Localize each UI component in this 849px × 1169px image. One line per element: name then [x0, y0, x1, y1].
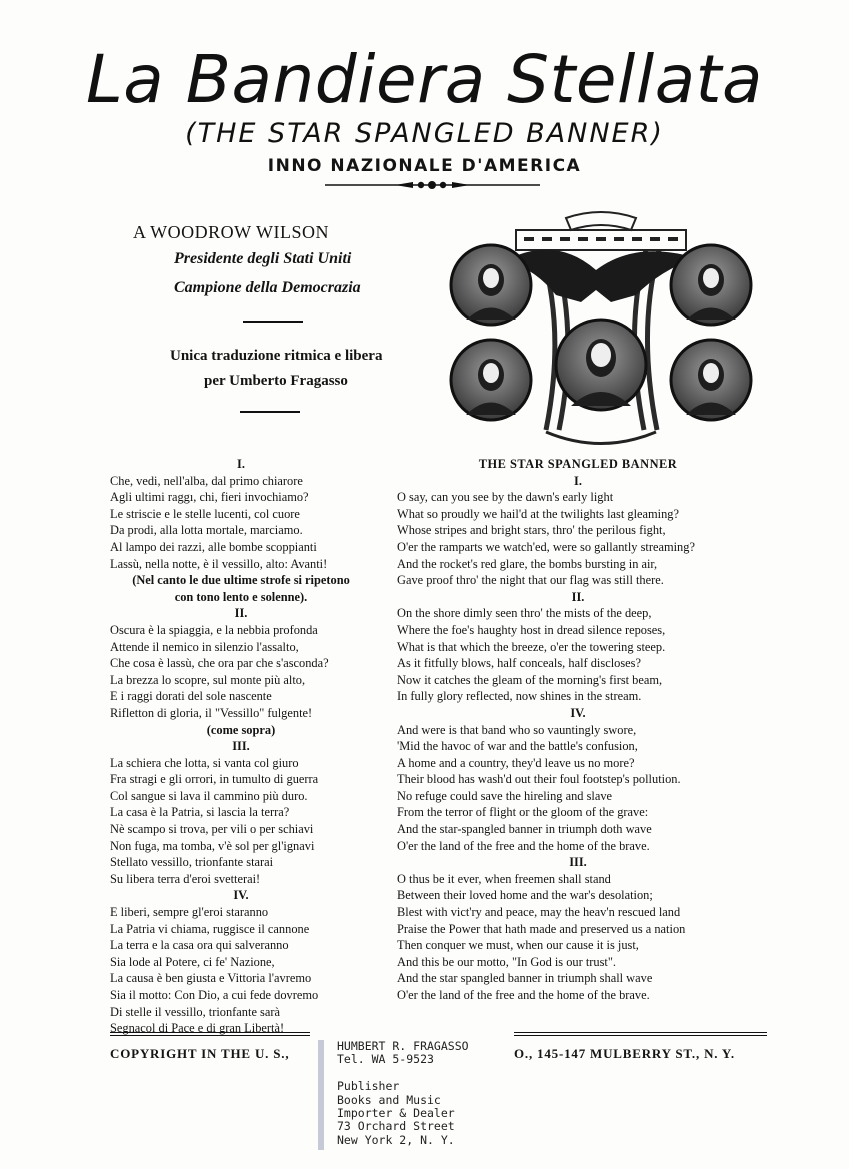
stamp-line: 73 Orchard Street	[337, 1119, 455, 1134]
dedication-line-president: Presidente degli Stati Uniti	[174, 250, 352, 267]
stamp-line: Importer & Dealer	[337, 1106, 455, 1121]
lyric-line: Non fuga, ma tomba, v'è sol per gl'ignavi	[110, 838, 315, 853]
ornamental-divider	[325, 180, 540, 190]
lyric-line: Di stelle il vessillo, trionfante sarà	[110, 1004, 280, 1019]
lyric-line: La schiera che lotta, si vanta col giuro	[110, 755, 299, 770]
lyric-line: And the rocket's red glare, the bombs bursting in air,	[397, 556, 658, 571]
lyric-line: O thus be it ever, when freemen shall stand	[397, 871, 611, 886]
lyric-line: And this be our motto, "In God is our trust".	[397, 954, 617, 969]
translation-note: Unica traduzione ritmica e libera	[170, 348, 383, 364]
lyric-line: A home and a country, they'd leave us no more?	[397, 755, 635, 770]
verse-number: III.	[569, 855, 587, 870]
lyric-line: No refuge could save the hireling and slave	[397, 788, 613, 803]
lyric-line: Whose stripes and bright stars, thro' the perilous fight,	[397, 523, 666, 538]
lyric-line: And the star-spangled banner in triumph doth wave	[397, 822, 652, 837]
publisher-stamp	[337, 1040, 469, 1147]
footer-rule-left	[110, 1032, 310, 1036]
lyric-line: La Patria vi chiama, ruggisce il cannone	[110, 921, 310, 936]
short-rule	[243, 321, 303, 323]
lyric-line: Praise the Power that hath made and preserved us a nation	[397, 921, 686, 936]
lyric-line: Da prodi, alla lotta mortale, marciamo.	[110, 523, 303, 538]
lyric-line: Blest with vict'ry and peace, may the heav'n rescued land	[397, 905, 681, 920]
stamp-mark	[318, 1040, 324, 1150]
footer-rule-right	[514, 1032, 767, 1036]
lyric-line: Agli ultimi raggı, chi, fieri invochiamo?	[110, 490, 309, 505]
lyric-line: Attende il nemico in silenzio l'assalto,	[110, 639, 299, 654]
leaders-portrait-illustration	[446, 210, 756, 455]
lyric-line: And the star spangled banner in triumph shall wave	[397, 971, 653, 986]
stamp-line: Publisher	[337, 1079, 400, 1094]
translator-credit: per Umberto Fragasso	[204, 373, 348, 389]
lyric-line: Between their loved home and the war's desolation;	[397, 888, 653, 903]
lyric-line: Le striscie e le stelle lucenti, col cuore	[110, 506, 300, 521]
lyric-line: Sia il motto: Con Dio, a cui fede dovremo	[110, 988, 319, 1002]
short-rule	[240, 411, 300, 413]
song-subtitle: (THE STAR SPANGLED BANNER)	[185, 118, 664, 149]
lyric-line: Su libera terra d'eroi svetterai!	[110, 871, 261, 886]
lyric-line: E liberi, sempre gl'eroi staranno	[110, 905, 269, 920]
lyric-line: Che, vedi, nell'alba, dal primo chiarore	[110, 473, 303, 488]
lyric-line: O'er the ramparts we watch'ed, were so gallantly streaming?	[397, 539, 695, 554]
lyric-line: La terra e la casa ora qui salveranno	[110, 938, 289, 953]
lyric-line: Col sangue si lava il cammino più duro.	[110, 788, 308, 803]
italian-lyrics	[110, 456, 372, 1037]
lyric-line: Their blood has wash'd out their foul footstep's pollution.	[397, 772, 681, 787]
stamp-line: Tel. WA 5-9523	[337, 1052, 434, 1067]
lyric-line: Fra stragi e gli orrori, in tumulto di guerra	[110, 772, 319, 787]
lyric-line: Rifletton di gloria, il "Vessillo" fulgente!	[110, 705, 313, 720]
lyric-line: La brezza lo scopre, sul monte più alto,	[110, 672, 306, 687]
stamp-line: HUMBERT R. FRAGASSO	[337, 1039, 469, 1053]
lyric-line: What is that which the breeze, o'er the towering steep.	[397, 639, 666, 654]
eagle-icon	[506, 250, 696, 302]
lyric-line: Che cosa è lassù, che ora par che s'asconda?	[110, 656, 329, 671]
verse-number: I.	[237, 457, 245, 471]
lyric-line: Now it catches the gleam of the morning's first beam,	[397, 672, 663, 687]
lyric-line: Then conquer we must, when our cause it is just,	[397, 938, 639, 953]
verse-number: III.	[232, 739, 250, 754]
lyric-note: (Nel canto le due ultime strofe si ripetono	[132, 573, 350, 588]
lyric-line: Lassù, nella notte, è il vessillo, alto: Avanti!	[110, 556, 328, 571]
dedication-line-champion: Campione della Democrazia	[174, 279, 361, 296]
lyric-line: La casa è la Patria, si lascia la terra?	[110, 805, 290, 820]
lyric-line: Sia lode al Potere, ci fe' Nazione,	[110, 954, 275, 969]
verse-number: II.	[571, 589, 585, 604]
verse-number: IV.	[233, 888, 249, 903]
lyric-line: La causa è ben giusta e Vittoria l'avremo	[110, 971, 312, 986]
verse-number: I.	[574, 473, 582, 488]
lyric-line: O say, can you see by the dawn's early light	[397, 490, 614, 505]
song-title: La Bandiera Stellata	[86, 41, 763, 118]
verse-number: IV.	[570, 705, 586, 720]
lyric-line: Where the foe's haughty host in dread silence reposes,	[397, 622, 666, 637]
lyric-line: And were is that band who so vauntingly swore,	[397, 722, 637, 737]
lyric-line: 'Mid the havoc of war and the battle's confusion,	[397, 739, 638, 754]
copyright-notice: COPYRIGHT IN THE U. S.,	[110, 1046, 290, 1061]
lyric-note: con tono lento e solenne).	[174, 589, 308, 604]
lyric-line: Oscura è la spiaggia, e la nebbia profonda	[110, 622, 318, 637]
lyric-line: Stellato vessillo, trionfante starai	[110, 855, 274, 870]
lyric-line: Al lampo dei razzi, alle bombe scoppianti	[110, 539, 317, 554]
lyric-line: Nè scampo si trova, per vili o per schiavi	[110, 822, 314, 837]
lyric-line: In fully glory reflected, now shines in the stream.	[397, 689, 642, 704]
lyric-line: On the shore dimly seen thro' the mists of the deep,	[397, 606, 652, 621]
lyric-note: (come sopra)	[206, 722, 276, 737]
lyric-line: What so proudly we hail'd at the twilights last gleaming?	[397, 506, 679, 521]
lyric-line: Gave proof thro' the night that our flag was still there.	[397, 573, 664, 588]
english-title: THE STAR SPANGLED BANNER	[478, 457, 678, 471]
stamp-line: New York 2, N. Y.	[337, 1132, 455, 1147]
lyric-line: As it fitfully blows, half conceals, half discloses?	[397, 656, 641, 671]
english-lyrics	[397, 456, 759, 1004]
lyric-line: From the terror of flight or the gloom of the grave:	[397, 805, 649, 820]
stamp-line	[337, 1067, 469, 1080]
lyric-line: O'er the land of the free and the home of the brave.	[397, 988, 650, 1002]
verse-number: II.	[234, 606, 248, 621]
lyric-line: Segnacol di Pace e di gran Libertà!	[110, 1021, 285, 1036]
publisher-address: O., 145-147 MULBERRY ST., N. Y.	[514, 1046, 735, 1061]
dedication-heading: A WOODROW WILSON	[133, 222, 329, 242]
anthem-label: INNO NAZIONALE D'AMERICA	[267, 156, 582, 176]
lyric-line: O'er the land of the free and the home of the brave.	[397, 838, 650, 853]
stamp-line: Books and Music	[337, 1092, 441, 1107]
lyric-line: E i raggi dorati del sole nascente	[110, 689, 272, 704]
